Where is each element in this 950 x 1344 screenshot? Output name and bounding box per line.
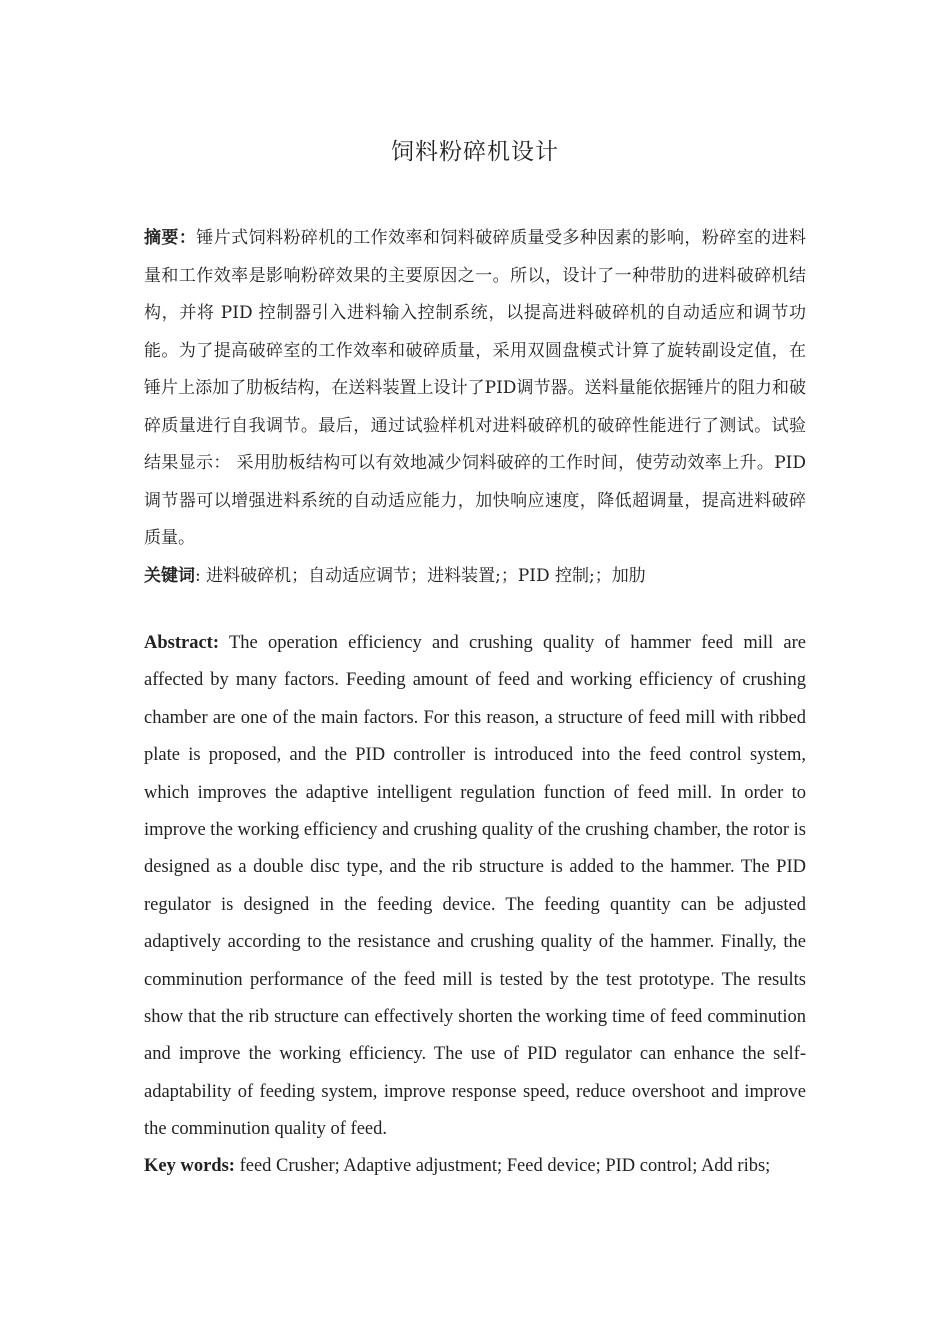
chinese-abstract-paragraph [144, 220, 806, 558]
english-keywords-label: Key words: [144, 1155, 235, 1176]
english-abstract-text: The operation efficiency and crushing quality of hammer feed mill are affected by many factors. Feeding amount of feed and working efficiency of crushing chamber are one of the main factors. For this reason, a structure of feed mill with ribbed plate is proposed, and the PID controller is introduced into the feed control system, which improves the adaptive intelligent regulation function of feed mill. In order to improve the working efficiency and crushing quality of the crushing chamber, the rotor is designed as a double disc type, and the rib structure is added to the hammer. The PID regulator is designed in the feeding device. The feeding quantity can be adjusted adaptively according to the resistance and crushing quality of the hammer. Finally, the comminution performance of the feed mill is tested by the test prototype. The results show that the rib structure can effectively shorten the working time of feed comminution and improve the working efficiency. The use of PID regulator can enhance the self-adaptability of feeding system, improve response speed, reduce overshoot and improve the comminution quality of feed. [144, 633, 806, 1140]
english-abstract-label: Abstract: [144, 633, 220, 653]
chinese-abstract-section [144, 220, 806, 595]
english-abstract-section [144, 625, 806, 1183]
chinese-keywords-text: : 进料破碎机；自动适应调节；进料装置;；PID 控制;；加肋 [195, 565, 646, 586]
document-title: 饲料粉碎机设计 [391, 139, 559, 165]
chinese-abstract-label: 摘要： [144, 228, 197, 248]
english-keywords-paragraph [144, 1149, 806, 1183]
chinese-keywords-label: 关键词 [144, 565, 195, 586]
english-abstract-paragraph [144, 625, 806, 1149]
chinese-keywords-paragraph [144, 558, 806, 596]
chinese-abstract-text: 锤片式饲料粉碎机的工作效率和饲料破碎质量受多种因素的影响，粉碎室的进料量和工作效率是影响粉碎效果的主要原因之一。所以，设计了一种带肋的进料破碎机结构，并将 PID 控制器引入进料输入控制系统，以提高进料破碎机的自动适应和调节功能。为了提高破碎室的工作效率和破碎质量，采用双圆盘模式计算了旋转副设定值，在锤片上添加了肋板结构，在送料装置上设计了PID调节器。送料量能依据锤片的阻力和破碎质量进行自我调节。最后，通过试验样机对进料破碎机的破碎性能进行了测试。试验结果显示： 采用肋板结构可以有效地减少饲料破碎的工作时间，使劳动效率上升。PID调节器可以增强进料系统的自动适应能力，加快响应速度，降低超调量，提高进料破碎质量。 [144, 228, 807, 548]
english-keywords-text: feed Crusher; Adaptive adjustment; Feed device; PID control; Add ribs; [234, 1155, 771, 1176]
